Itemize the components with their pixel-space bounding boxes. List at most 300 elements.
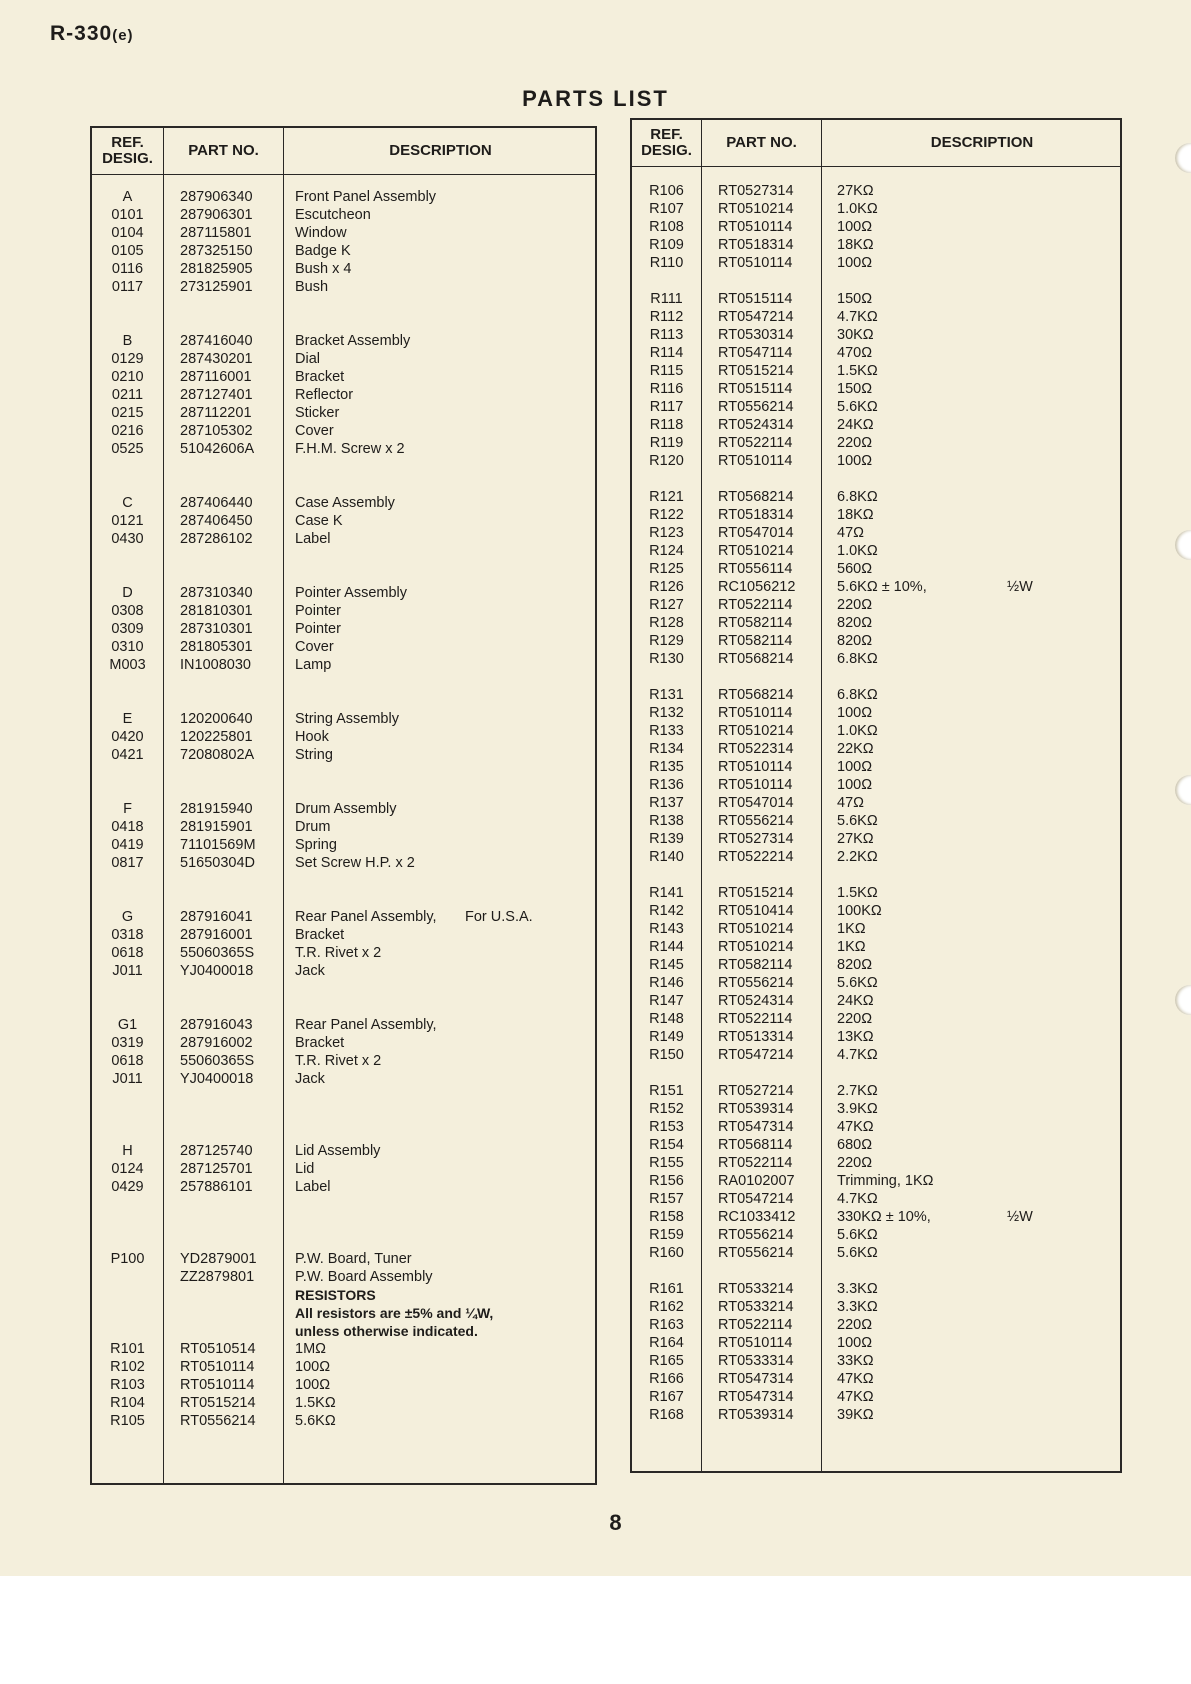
description: 1.5KΩ — [837, 885, 878, 901]
table-row — [632, 1298, 1120, 1316]
table-row — [92, 242, 595, 260]
part-number: RT0533214 — [718, 1281, 794, 1297]
description: 680Ω — [837, 1137, 873, 1153]
description: 330KΩ ± 10%, — [837, 1209, 931, 1225]
description: Bracket Assembly — [295, 333, 411, 349]
description: Trimming, 1KΩ — [837, 1173, 934, 1189]
ref-desig: R157 — [649, 1191, 684, 1207]
ref-desig: 0124 — [111, 1161, 144, 1177]
part-number: RT0527314 — [718, 183, 794, 199]
part-number: 287127401 — [180, 387, 253, 403]
ref-desig: R110 — [649, 255, 684, 271]
ref-desig: R108 — [649, 219, 684, 235]
table-row — [632, 560, 1120, 578]
punch-hole — [1175, 985, 1191, 1015]
table-row — [92, 1070, 595, 1088]
part-number: RT0522114 — [718, 1011, 793, 1027]
description: All resistors are ±5% and ¼W, — [295, 1305, 494, 1321]
wattage: ½W — [1007, 1209, 1033, 1225]
table-row — [632, 1154, 1120, 1172]
ref-desig: B — [122, 333, 133, 349]
ref-desig: R128 — [649, 615, 684, 631]
description: Badge K — [295, 243, 351, 259]
description: String — [295, 747, 333, 763]
description: 1.5KΩ — [295, 1395, 336, 1411]
table-row — [92, 962, 595, 980]
description: 24KΩ — [837, 417, 874, 433]
description: Rear Panel Assembly, — [295, 909, 437, 925]
part-number: RT0510114 — [718, 705, 793, 721]
description: F.H.M. Screw x 2 — [295, 441, 405, 457]
ref-desig: R168 — [649, 1407, 684, 1423]
part-number: 287125740 — [180, 1143, 253, 1159]
part-number: RT0533214 — [718, 1299, 794, 1315]
description: Pointer Assembly — [295, 585, 408, 601]
ref-desig: R132 — [649, 705, 684, 721]
part-number: RT0515214 — [180, 1395, 256, 1411]
ref-desig: R114 — [649, 345, 684, 361]
table-row — [92, 494, 595, 512]
part-number: RT0568114 — [718, 1137, 793, 1153]
description: 33KΩ — [837, 1353, 874, 1369]
description: Rear Panel Assembly, — [295, 1017, 437, 1033]
ref-desig: 0429 — [111, 1179, 144, 1195]
part-number: RT0510114 — [718, 255, 793, 271]
table-row — [632, 920, 1120, 938]
spacer-row — [92, 1232, 595, 1250]
ref-desig: R136 — [649, 777, 684, 793]
description: Pointer — [295, 603, 341, 619]
description: 1.5KΩ — [837, 363, 878, 379]
part-number: 287112201 — [180, 405, 252, 421]
description: 27KΩ — [837, 831, 874, 847]
ref-desig: R161 — [649, 1281, 684, 1297]
part-number: RT0515114 — [718, 381, 793, 397]
part-number: 72080802A — [180, 747, 255, 763]
right-parts-table — [630, 118, 1122, 1473]
spacer-row — [92, 674, 595, 692]
ref-desig: R117 — [649, 399, 684, 415]
table-row — [632, 218, 1120, 236]
part-number: 120225801 — [180, 729, 253, 745]
ref-desig: R134 — [649, 741, 684, 757]
table-row — [92, 368, 595, 386]
description: 220Ω — [837, 1011, 873, 1027]
table-row — [632, 578, 1120, 596]
description: 1.0KΩ — [837, 543, 878, 559]
part-number: 287116001 — [180, 369, 252, 385]
table-row — [632, 830, 1120, 848]
ref-desig: 0318 — [111, 927, 144, 943]
table-row — [632, 776, 1120, 794]
ref-desig: P100 — [110, 1251, 145, 1267]
ref-desig: F — [123, 801, 132, 817]
ref-desig: 0101 — [111, 207, 144, 223]
ref-desig: R154 — [649, 1137, 684, 1153]
table-row — [92, 908, 595, 926]
ref-desig: R153 — [649, 1119, 684, 1135]
ref-desig: R105 — [110, 1413, 145, 1429]
part-number: RT0530314 — [718, 327, 794, 343]
ref-desig: J011 — [112, 1071, 143, 1087]
ref-desig: 0215 — [111, 405, 144, 421]
description: 6.8KΩ — [837, 687, 878, 703]
table-row — [632, 1136, 1120, 1154]
description: 150Ω — [837, 291, 873, 307]
ref-desig: R158 — [649, 1209, 684, 1225]
ref-desig: R106 — [649, 183, 684, 199]
ref-desig: 0210 — [111, 369, 144, 385]
table-row — [92, 1322, 595, 1340]
table-row — [632, 1370, 1120, 1388]
table-row — [92, 1376, 595, 1394]
part-number: 51650304D — [180, 855, 255, 871]
table-row — [632, 1352, 1120, 1370]
description: 100Ω — [837, 255, 873, 271]
spacer-row — [632, 272, 1120, 290]
ref-desig: R138 — [649, 813, 684, 829]
ref-desig: R131 — [649, 687, 684, 703]
table-row — [632, 416, 1120, 434]
wattage: ½W — [1007, 579, 1033, 595]
part-number: RT0582114 — [718, 615, 793, 631]
table-row — [632, 884, 1120, 902]
part-number: YJ0400018 — [180, 1071, 254, 1087]
part-number: 281805301 — [180, 639, 253, 655]
part-number: 287115801 — [180, 225, 252, 241]
table-row — [92, 818, 595, 836]
ref-desig: R123 — [649, 525, 684, 541]
table-row — [632, 974, 1120, 992]
table-row — [632, 1388, 1120, 1406]
ref-desig: R143 — [649, 921, 684, 937]
part-number: RT0510114 — [718, 219, 793, 235]
ref-desig: D — [122, 585, 133, 601]
spacer-row — [92, 890, 595, 908]
part-number: 287406450 — [180, 513, 253, 529]
part-number: IN1008030 — [180, 657, 251, 673]
table-row — [632, 1190, 1120, 1208]
description: Label — [295, 1179, 331, 1195]
ref-desig: R137 — [649, 795, 684, 811]
table-row — [632, 182, 1120, 200]
part-number: RT0510214 — [718, 723, 794, 739]
part-number: RT0510114 — [718, 1335, 793, 1351]
description: 3.3KΩ — [837, 1281, 878, 1297]
part-number: RT0522314 — [718, 741, 794, 757]
part-number: RT0539314 — [718, 1101, 794, 1117]
description: 4.7KΩ — [837, 1191, 878, 1207]
ref-desig: R164 — [649, 1335, 684, 1351]
part-number: 287916041 — [180, 909, 253, 925]
spacer-row — [92, 764, 595, 782]
part-number: RT0522214 — [718, 849, 794, 865]
table-row — [92, 1304, 595, 1322]
description: 150Ω — [837, 381, 873, 397]
description: 220Ω — [837, 435, 873, 451]
spacer-row — [92, 998, 595, 1016]
table-row — [632, 344, 1120, 362]
part-number: RT0515214 — [718, 885, 794, 901]
table-row — [92, 1340, 595, 1358]
table-row — [632, 524, 1120, 542]
table-row — [92, 656, 595, 674]
ref-desig: 0618 — [111, 945, 144, 961]
part-number: RT0513314 — [718, 1029, 794, 1045]
part-number: RT0522114 — [718, 1155, 793, 1171]
table-row — [92, 602, 595, 620]
part-number: RT0547214 — [718, 309, 794, 325]
part-number: RT0533314 — [718, 1353, 794, 1369]
ref-desig: R121 — [649, 489, 684, 505]
part-number: RT0522114 — [718, 597, 793, 613]
part-number: 287906340 — [180, 189, 253, 205]
ref-desig: R130 — [649, 651, 684, 667]
part-number: YD2879001 — [180, 1251, 257, 1267]
description: T.R. Rivet x 2 — [295, 945, 382, 961]
ref-desig: R160 — [649, 1245, 684, 1261]
description: 100KΩ — [837, 903, 882, 919]
table-row — [92, 1394, 595, 1412]
table-row — [632, 488, 1120, 506]
description: 3.9KΩ — [837, 1101, 878, 1117]
ref-desig: R104 — [110, 1395, 145, 1411]
part-number: RT0515114 — [718, 291, 793, 307]
part-number: 287916043 — [180, 1017, 253, 1033]
part-number: RT0556214 — [718, 975, 794, 991]
description: 47KΩ — [837, 1371, 874, 1387]
ref-desig: R162 — [649, 1299, 684, 1315]
part-number: RA0102007 — [718, 1173, 795, 1189]
part-number: 281810301 — [180, 603, 253, 619]
table-row — [92, 1250, 595, 1268]
ref-desig: R139 — [649, 831, 684, 847]
description: 24KΩ — [837, 993, 874, 1009]
ref-desig: R116 — [649, 381, 684, 397]
part-number: ZZ2879801 — [180, 1269, 255, 1285]
table-row — [632, 812, 1120, 830]
ref-desig: E — [122, 711, 133, 727]
ref-desig: R118 — [649, 417, 684, 433]
part-number: RT0556214 — [718, 1245, 794, 1261]
table-row — [92, 404, 595, 422]
table-row — [632, 1118, 1120, 1136]
part-number: RT0556114 — [718, 561, 793, 577]
ref-desig: R156 — [649, 1173, 684, 1189]
description: 2.2KΩ — [837, 849, 878, 865]
part-number: RT0582114 — [718, 957, 793, 973]
description: 4.7KΩ — [837, 309, 878, 325]
part-number: RT0524314 — [718, 417, 794, 433]
part-number: RT0547214 — [718, 1047, 794, 1063]
table-row — [92, 620, 595, 638]
table-row — [632, 398, 1120, 416]
ref-desig: 0309 — [111, 621, 144, 637]
table-row — [632, 254, 1120, 272]
table-row — [632, 506, 1120, 524]
part-number: RT0568214 — [718, 489, 794, 505]
description: 5.6KΩ — [837, 975, 878, 991]
part-number: 257886101 — [180, 1179, 253, 1195]
spacer-row — [92, 1106, 595, 1124]
part-number: RT0539314 — [718, 1407, 794, 1423]
description: Dial — [295, 351, 320, 367]
description: 5.6KΩ ± 10%, — [837, 579, 927, 595]
ref-desig: 0129 — [111, 351, 144, 367]
ref-desig: R111 — [650, 291, 683, 307]
part-number: 287125701 — [180, 1161, 253, 1177]
table-row — [632, 380, 1120, 398]
ref-desig: R102 — [110, 1359, 145, 1375]
part-number: RT0556214 — [718, 1227, 794, 1243]
part-number: RT0524314 — [718, 993, 794, 1009]
description: 47Ω — [837, 525, 864, 541]
description-header-right: DESCRIPTION — [930, 134, 1034, 151]
part-number: RT0568214 — [718, 651, 794, 667]
ref-desig: 0121 — [111, 513, 144, 529]
ref-desig: 0525 — [111, 441, 144, 457]
ref-desig: M003 — [109, 657, 146, 673]
spacer-row — [632, 866, 1120, 884]
spacer-row — [92, 1196, 595, 1214]
table-row — [632, 614, 1120, 632]
description: 5.6KΩ — [837, 1227, 878, 1243]
ref-desig: 0308 — [111, 603, 144, 619]
table-row — [632, 1208, 1120, 1226]
table-row — [92, 728, 595, 746]
table-row — [92, 260, 595, 278]
ref-desig: R145 — [649, 957, 684, 973]
ref-desig: R119 — [649, 435, 684, 451]
punch-hole — [1175, 530, 1191, 560]
ref-desig: R133 — [649, 723, 684, 739]
description: 1KΩ — [837, 921, 866, 937]
part-number: 287286102 — [180, 531, 253, 547]
description: Front Panel Assembly — [295, 189, 437, 205]
ref-desig: 0420 — [111, 729, 144, 745]
part-number: 287916002 — [180, 1035, 253, 1051]
table-row — [92, 512, 595, 530]
description: 3.3KΩ — [837, 1299, 878, 1315]
table-row — [92, 836, 595, 854]
model-number: R-330(e) — [50, 22, 134, 45]
ref-desig: R112 — [649, 309, 684, 325]
description: 1MΩ — [295, 1341, 326, 1357]
ref-desig: 0419 — [111, 837, 144, 853]
spacer-row — [92, 692, 595, 710]
ref-desig: 0104 — [111, 225, 144, 241]
table-row — [632, 1100, 1120, 1118]
table-row — [632, 1406, 1120, 1424]
table-row — [632, 1334, 1120, 1352]
table-row — [632, 938, 1120, 956]
description: Pointer — [295, 621, 341, 637]
spacer-row — [92, 476, 595, 494]
description: 100Ω — [837, 1335, 873, 1351]
ref-desig: R155 — [649, 1155, 684, 1171]
part-number: RT0547214 — [718, 1191, 794, 1207]
ref-desig: R150 — [649, 1047, 684, 1063]
table-row — [632, 740, 1120, 758]
part-number: RT0556214 — [718, 813, 794, 829]
description: 220Ω — [837, 1317, 873, 1333]
model-suffix: (e) — [112, 27, 134, 44]
ref-desig: R109 — [649, 237, 684, 253]
description: 5.6KΩ — [295, 1413, 336, 1429]
description: Bush — [295, 279, 329, 295]
ref-desig: R165 — [649, 1353, 684, 1369]
ref-desig: 0216 — [111, 423, 144, 439]
part-no-header: PART NO. — [188, 142, 259, 159]
part-number: RC1056212 — [718, 579, 796, 595]
spacer-row — [92, 872, 595, 890]
ref-desig: R125 — [649, 561, 684, 577]
description: Lamp — [295, 657, 332, 673]
description: 100Ω — [295, 1359, 331, 1375]
description: String Assembly — [295, 711, 399, 727]
left-parts-table — [90, 126, 597, 1485]
description: 560Ω — [837, 561, 873, 577]
part-number: RT0510214 — [718, 543, 794, 559]
description: Sticker — [295, 405, 340, 421]
description: Bracket — [295, 1035, 345, 1051]
spacer-row — [92, 782, 595, 800]
description: Jack — [295, 963, 325, 979]
table-row — [632, 290, 1120, 308]
ref-desig: 0817 — [111, 855, 144, 871]
part-number: RT0582114 — [718, 633, 793, 649]
description: Lid — [295, 1161, 315, 1177]
description: Lid Assembly — [295, 1143, 381, 1159]
page-number: 8 — [609, 1510, 622, 1535]
part-number: RT0518314 — [718, 507, 794, 523]
description: 820Ω — [837, 957, 873, 973]
ref-desig: 0418 — [111, 819, 144, 835]
part-number: 287906301 — [180, 207, 253, 223]
description: Case Assembly — [295, 495, 395, 511]
part-number: RT0522114 — [718, 1317, 793, 1333]
description: 820Ω — [837, 615, 873, 631]
part-number: RT0527214 — [718, 1083, 794, 1099]
ref-desig: 0319 — [111, 1035, 144, 1051]
table-row — [92, 944, 595, 962]
description: Drum Assembly — [295, 801, 397, 817]
ref-desig: R152 — [649, 1101, 684, 1117]
part-number: RT0510414 — [718, 903, 794, 919]
ref-desig: J011 — [112, 963, 143, 979]
description: 1.0KΩ — [837, 723, 878, 739]
ref-desig: G — [121, 909, 134, 925]
description: 5.6KΩ — [837, 399, 878, 415]
part-number: 55060365S — [180, 1053, 255, 1069]
table-row — [632, 200, 1120, 218]
part-number: RT0547014 — [718, 525, 794, 541]
table-row — [92, 1052, 595, 1070]
table-row — [632, 326, 1120, 344]
description: 5.6KΩ — [837, 813, 878, 829]
part-number: RT0515214 — [718, 363, 794, 379]
part-number: RT0510214 — [718, 939, 794, 955]
table-row — [92, 206, 595, 224]
table-row — [632, 362, 1120, 380]
description: 100Ω — [837, 219, 873, 235]
ref-desig-header: REF. DESIG. — [102, 134, 153, 167]
ref-desig: R149 — [649, 1029, 684, 1045]
left-rows — [92, 188, 595, 1430]
part-number: 287310301 — [180, 621, 253, 637]
ref-desig: R147 — [649, 993, 684, 1009]
part-number: 51042606A — [180, 441, 255, 457]
